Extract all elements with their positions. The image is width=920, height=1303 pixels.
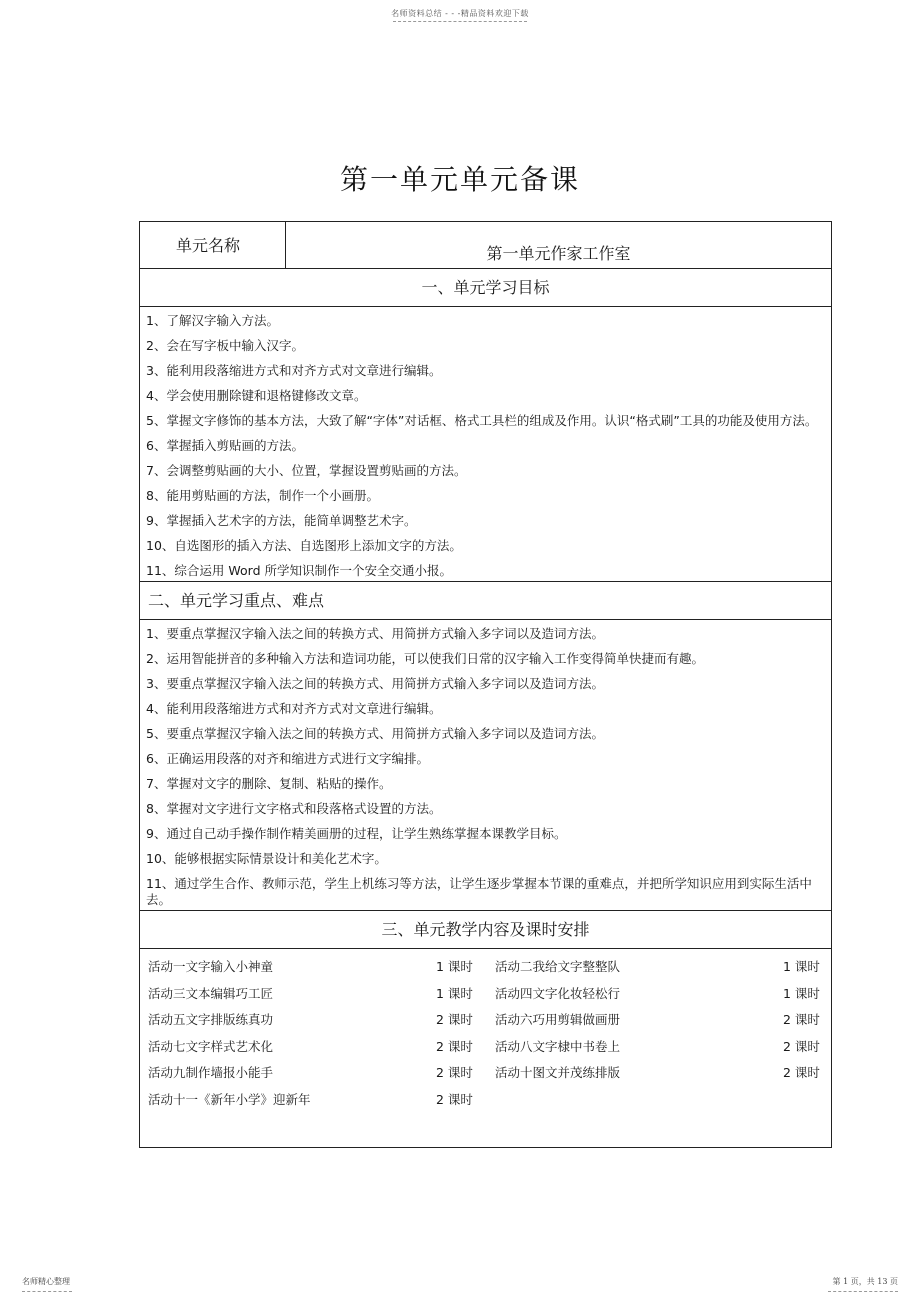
activity-hours: 2 课时 bbox=[436, 1038, 473, 1054]
list-item: 6、掌握插入剪贴画的方法。 bbox=[146, 438, 304, 453]
activity-hours: 2 课时 bbox=[783, 1038, 820, 1054]
activity-hours: 2 课时 bbox=[783, 1012, 820, 1027]
activity-name: 活动七文字样式艺术化 bbox=[148, 1038, 274, 1054]
footer-divider-right bbox=[828, 1291, 898, 1292]
activity-hours: 1 课时 bbox=[436, 959, 473, 974]
activity-name: 活动四文字化妆轻松行 bbox=[495, 985, 621, 1001]
footer-divider-left bbox=[22, 1291, 72, 1292]
activity-hours: 2 课时 bbox=[436, 1091, 473, 1107]
activity-hours: 1 课时 bbox=[783, 959, 820, 974]
list-item: 10、自选图形的插入方法、自选图形上添加文字的方法。 bbox=[146, 538, 462, 553]
activity-name: 活动十一《新年小学》迎新年 bbox=[148, 1091, 311, 1107]
header-divider bbox=[393, 21, 527, 22]
activity-hours: 2 课时 bbox=[436, 1065, 473, 1080]
section-3-heading: 三、单元教学内容及课时安排 bbox=[140, 910, 831, 948]
unit-name-label: 单元名称 bbox=[140, 222, 286, 268]
activity-name: 活动三文本编辑巧工匠 bbox=[148, 985, 274, 1001]
activity-name: 活动九制作墙报小能手 bbox=[148, 1065, 274, 1080]
list-item: 8、掌握对文字进行文字格式和段落格式设置的方法。 bbox=[146, 801, 442, 816]
unit-name-value: 第一单元作家工作室 bbox=[486, 244, 631, 263]
list-item: 2、会在写字板中输入汉字。 bbox=[146, 338, 304, 353]
section-2-heading: 二、单元学习重点、难点 bbox=[140, 581, 831, 619]
activity-schedule bbox=[140, 948, 831, 1147]
section-1-list bbox=[140, 306, 831, 579]
list-item: 3、要重点掌握汉字输入法之间的转换方式、用简拼方式输入多字词以及造词方法。 bbox=[146, 676, 604, 691]
activity-name: 活动六巧用剪辑做画册 bbox=[495, 1012, 621, 1027]
page-title: 第一单元单元备课 bbox=[339, 163, 580, 196]
section-1-heading: 一、单元学习目标 bbox=[140, 268, 831, 306]
unit-name-row bbox=[140, 222, 831, 268]
activity-name: 活动十图文并茂练排版 bbox=[495, 1065, 621, 1080]
activity-hours: 1 课时 bbox=[783, 985, 820, 1001]
list-item: 8、能用剪贴画的方法，制作一个小画册。 bbox=[146, 488, 379, 503]
list-item: 9、掌握插入艺术字的方法，能简单调整艺术字。 bbox=[146, 513, 417, 528]
list-item: 3、能利用段落缩进方式和对齐方式对文章进行编辑。 bbox=[146, 363, 442, 378]
list-item: 7、会调整剪贴画的大小、位置，掌握设置剪贴画的方法。 bbox=[146, 463, 467, 478]
list-item: 10、能够根据实际情景设计和美化艺术字。 bbox=[146, 851, 387, 866]
activity-name: 活动八文字棣中书卷上 bbox=[495, 1038, 621, 1054]
list-item: 7、掌握对文字的删除、复制、粘贴的操作。 bbox=[146, 776, 392, 791]
list-item: 4、学会使用删除键和退格键修改文章。 bbox=[146, 388, 367, 403]
list-item: 6、正确运用段落的对齐和缩进方式进行文字编排。 bbox=[146, 751, 429, 766]
list-item: 11、综合运用 Word 所学知识制作一个安全交通小报。 bbox=[146, 563, 452, 578]
page-header: 名师资料总结 - - -精品资料欢迎下载 bbox=[391, 9, 529, 18]
list-item: 4、能利用段落缩进方式和对齐方式对文章进行编辑。 bbox=[146, 701, 442, 716]
activity-name: 活动一文字输入小神童 bbox=[148, 959, 274, 974]
section-2-list bbox=[140, 619, 831, 908]
activity-hours: 2 课时 bbox=[783, 1065, 820, 1080]
list-item: 1、要重点掌握汉字输入法之间的转换方式、用简拼方式输入多字词以及造词方法。 bbox=[146, 626, 604, 641]
list-item: 9、通过自己动手操作制作精美画册的过程，让学生熟练掌握本课教学目标。 bbox=[146, 826, 567, 841]
list-item: 5、掌握文字修饰的基本方法，大致了解“字体”对话框、格式工具栏的组成及作用。认识“格式刷”工具的功能及使用方法。 bbox=[146, 413, 818, 428]
list-item: 1、了解汉字输入方法。 bbox=[146, 313, 279, 328]
activity-name: 活动二我给文字整整队 bbox=[495, 959, 621, 974]
footer-page-number: 第 1 页，共 13 页 bbox=[832, 1277, 898, 1286]
list-item: 2、运用智能拼音的多种输入方法和造词功能，可以使我们日常的汉字输入工作变得简单快捷而有趣。 bbox=[146, 651, 704, 666]
list-item: 11、通过学生合作、教师示范，学生上机练习等方法，让学生逐步掌握本节课的重难点，并把所学知识应用到实际生活中去。 bbox=[146, 876, 812, 907]
activity-name: 活动五文字排版练真功 bbox=[148, 1012, 274, 1027]
footer-left: 名师精心整理 bbox=[22, 1277, 70, 1286]
lesson-plan-table bbox=[139, 221, 832, 1148]
activity-hours: 2 课时 bbox=[436, 1012, 473, 1027]
activity-hours: 1 课时 bbox=[436, 985, 473, 1001]
list-item: 5、要重点掌握汉字输入法之间的转换方式、用简拼方式输入多字词以及造词方法。 bbox=[146, 726, 604, 741]
